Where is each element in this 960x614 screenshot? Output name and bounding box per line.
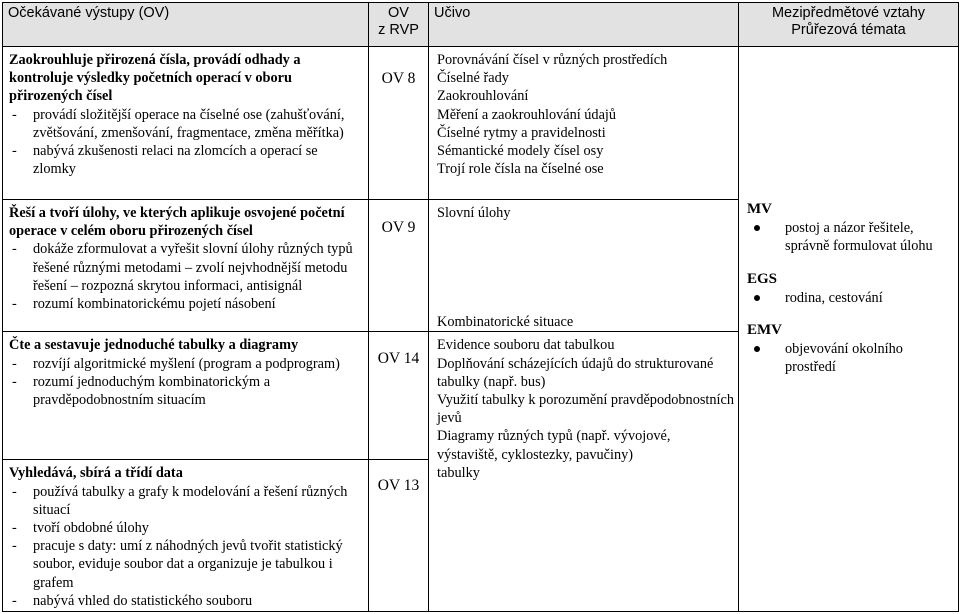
header-ov (369, 3, 429, 47)
list-item: objevování okolního prostředí (747, 340, 954, 376)
relation-code: MV (747, 201, 772, 217)
outcome-title: Zaokrouhluje přirozená čísla, provádí odhady a kontroluje výsledky početních operací v oboru přirozených čísel (9, 52, 301, 105)
header-relations-line2: Průřezová témata (791, 22, 906, 38)
content-item: Číselné řady (437, 70, 509, 87)
outcome-list (9, 106, 364, 179)
outcome-cell (3, 332, 369, 460)
content-item: Měření a zaokrouhlování údajů (437, 106, 617, 123)
outcome-cell (3, 460, 369, 612)
content-item: Kombinatorické situace (437, 314, 574, 331)
header-ov-line2: z RVP (378, 22, 419, 38)
list-item: - nabývá vhled do statistického souboru (9, 592, 364, 610)
header-row (3, 3, 959, 47)
list-item: - tvoří obdobné úlohy (9, 519, 364, 537)
list-item: - pracuje s daty: umí z náhodných jevů tvořit statistický soubor, eviduje soubor dat a organizuje je tabulkou i grafem (9, 537, 364, 592)
outcome-cell (3, 200, 369, 332)
list-item: postoj a názor řešitele, správně formulovat úlohu (747, 219, 954, 255)
relation-list (747, 340, 954, 376)
list-item: - provádí složitější operace na číselné ose (zahušťování, zvětšování, zmenšování, fragmentace, změna měřítka) (9, 106, 364, 142)
content-item: Evidence souboru dat tabulkou (437, 337, 615, 354)
outcome-title: Řeší a tvoří úlohy, ve kterých aplikuje osvojené početní operace v celém oboru přirozených čísel (9, 205, 345, 240)
content-item: tabulky (437, 464, 480, 481)
content-item: Slovní úlohy (437, 205, 511, 221)
list-item: - rozvíjí algoritmické myšlení (program a podprogram) (9, 355, 364, 373)
ov-code: OV 8 (369, 47, 429, 200)
content-item: Využití tabulky k porozumění pravděpodobnostních jevů (437, 392, 735, 427)
list-item: - rozumí kombinatorickému pojetí násobení (9, 295, 364, 313)
header-relations (739, 3, 959, 47)
list-item: rodina, cestování (747, 289, 954, 307)
content-item: Zaokrouhlování (437, 88, 529, 105)
curriculum-table (2, 2, 959, 612)
content-item: Sémantické modely čísel osy (437, 143, 604, 160)
list-item: - používá tabulky a grafy k modelování a řešení různých situací (9, 483, 364, 519)
outcome-title: Čte a sestavuje jednoduché tabulky a diagramy (9, 337, 299, 354)
content-cell (429, 332, 739, 612)
relations-spacer (747, 50, 954, 200)
ov-code: OV 9 (369, 200, 429, 332)
content-item: Diagramy různých typů (např. vývojové, výstaviště, cyklostezky, pavučiny) (437, 428, 671, 463)
list-item: - dokáže zformulovat a vyřešit slovní úlohy různých typů řešené různými metodami – zvolí nejvhodnější metodu řešení – rozpozná skrytou informaci, antisignál (9, 240, 364, 295)
relation-code: EMV (747, 322, 782, 339)
header-content: Učivo (429, 3, 739, 47)
content-item: Doplňování scházejících údajů do strukturované tabulky (např. bus) (437, 355, 714, 390)
outcome-cell (3, 47, 369, 200)
ov-code: OV 14 (369, 332, 429, 460)
content-gap (437, 222, 734, 313)
ov-code: OV 13 (369, 460, 429, 612)
content-item: Porovnávání čísel v různých prostředích (437, 52, 668, 68)
outcome-list (9, 355, 364, 410)
header-ov-line1: OV (388, 5, 409, 21)
relation-list (747, 219, 954, 255)
content-cell (429, 200, 739, 332)
relation-list (747, 289, 954, 307)
table-row (3, 47, 959, 200)
content-item: Trojí role čísla na číselné ose (437, 161, 604, 178)
content-cell (429, 47, 739, 200)
list-item: - nabývá zkušenosti relaci na zlomcích a operací se zlomky (9, 142, 364, 178)
content-item: Číselné rytmy a pravidelnosti (437, 124, 606, 141)
outcome-list (9, 240, 364, 313)
outcome-list (9, 483, 364, 610)
outcome-title: Vyhledává, sbírá a třídí data (9, 465, 183, 482)
relations-cell (739, 47, 959, 612)
relation-code: EGS (747, 270, 778, 287)
header-outcomes: Očekávané výstupy (OV) (3, 3, 369, 47)
list-item: - rozumí jednoduchým kombinatorickým a pravděpodobnostním situacím (9, 373, 364, 409)
header-relations-line1: Mezipředmětové vztahy (771, 5, 926, 21)
